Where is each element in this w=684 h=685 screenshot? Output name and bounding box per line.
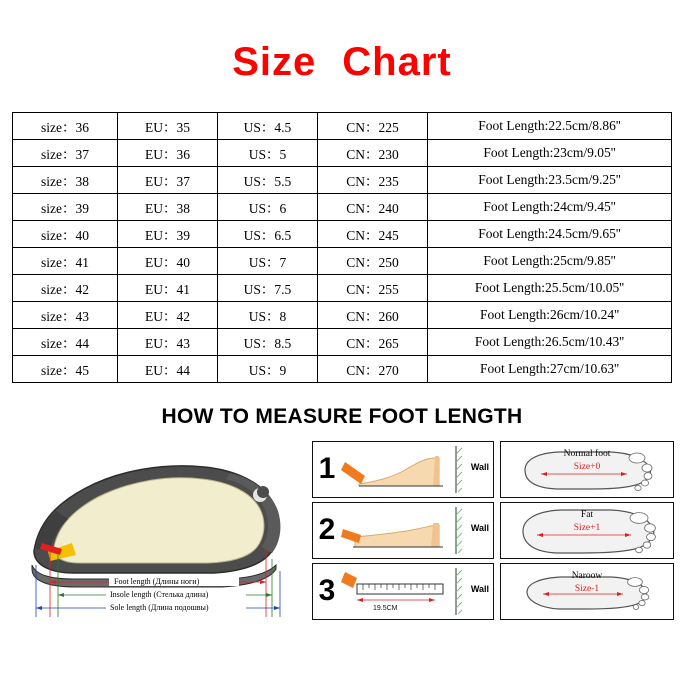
- wall-hatch-icon-1: [455, 446, 463, 493]
- step-3: [312, 563, 494, 620]
- step-1: [312, 441, 494, 498]
- wall-hatch-icon-2: [455, 507, 463, 554]
- cell-us: US：6.5: [218, 221, 318, 248]
- step-1-wall-label: Wall: [470, 462, 489, 472]
- cell-foot-length: Foot Length:25.5cm/10.05'': [428, 275, 672, 302]
- cell-cn: CN：240: [318, 194, 428, 221]
- shoe-diagram: [14, 439, 306, 621]
- toe-5-normal: [635, 485, 641, 490]
- ruler-icon: [357, 584, 443, 594]
- step-2-wall-label: Wall: [470, 523, 489, 533]
- cell-foot-length: Foot Length:25cm/9.85'': [428, 248, 672, 275]
- cell-foot-length: Foot Length:22.5cm/8.86'': [428, 113, 672, 140]
- foot-type-fat-name: Fat: [580, 510, 594, 520]
- cell-us: US：7.5: [218, 275, 318, 302]
- cell-size: size：40: [13, 221, 118, 248]
- arrow-head-insole-right: [266, 593, 272, 597]
- toe-3-fat: [647, 533, 656, 540]
- cell-foot-length: Foot Length:24cm/9.45'': [428, 194, 672, 221]
- foot-shape-1: [359, 458, 439, 486]
- cell-eu: EU：40: [118, 248, 218, 275]
- cell-us: US：5.5: [218, 167, 318, 194]
- cell-cn: CN：235: [318, 167, 428, 194]
- arrow-head-3-right: [429, 598, 435, 602]
- step-2-illustration: [339, 505, 457, 556]
- howto-panels: [0, 439, 684, 624]
- arrow-head-insole-left: [58, 593, 64, 597]
- foot-type-normal-size: Size+0: [573, 462, 601, 472]
- cell-eu: EU：42: [118, 302, 218, 329]
- wall-hatch-icon-3: [455, 568, 463, 615]
- cell-size: size：38: [13, 167, 118, 194]
- toe-5-narrow: [633, 605, 639, 610]
- size-table-wrapper: [12, 112, 672, 383]
- cell-eu: EU：36: [118, 140, 218, 167]
- cell-cn: CN：230: [318, 140, 428, 167]
- table-row: [13, 275, 672, 302]
- cell-cn: CN：260: [318, 302, 428, 329]
- arrow-head-foot-right: [260, 580, 266, 584]
- foot-shape-2: [355, 525, 439, 547]
- table-row: [13, 302, 672, 329]
- cell-foot-length: Foot Length:23.5cm/9.25'': [428, 167, 672, 194]
- foot-type-fat-size: Size+1: [573, 523, 601, 533]
- cell-cn: CN：265: [318, 329, 428, 356]
- step-3-illustration: [339, 566, 457, 617]
- measure-steps: [312, 441, 492, 617]
- cell-us: US：8: [218, 302, 318, 329]
- cell-us: US：6: [218, 194, 318, 221]
- foot-type-normal: [500, 441, 674, 498]
- cell-size: size：43: [13, 302, 118, 329]
- cell-eu: EU：44: [118, 356, 218, 383]
- cell-cn: CN：255: [318, 275, 428, 302]
- cell-eu: EU：43: [118, 329, 218, 356]
- cell-us: US：5: [218, 140, 318, 167]
- table-row: [13, 329, 672, 356]
- cell-cn: CN：270: [318, 356, 428, 383]
- cell-eu: EU：37: [118, 167, 218, 194]
- orange-marker-3: [341, 572, 357, 588]
- cell-eu: EU：39: [118, 221, 218, 248]
- arrow-head-sole-left: [36, 606, 42, 610]
- cell-foot-length: Foot Length:23cm/9.05'': [428, 140, 672, 167]
- foot-types: [500, 441, 672, 617]
- cell-size: size：45: [13, 356, 118, 383]
- cell-us: US：7: [218, 248, 318, 275]
- step-3-wall-label: Wall: [470, 584, 489, 594]
- toe-3-normal: [644, 473, 652, 480]
- cell-cn: CN：245: [318, 221, 428, 248]
- cell-eu: EU：35: [118, 113, 218, 140]
- cell-cn: CN：225: [318, 113, 428, 140]
- foot-type-narrow: [500, 563, 674, 620]
- ruler-measure-label: 19.5CM: [373, 605, 398, 612]
- cell-size: size：36: [13, 113, 118, 140]
- table-row: [13, 113, 672, 140]
- cell-eu: EU：41: [118, 275, 218, 302]
- cell-cn: CN：250: [318, 248, 428, 275]
- step-1-illustration: [339, 444, 457, 495]
- toe-3-narrow: [641, 594, 649, 600]
- title-word-size: Size: [232, 40, 317, 84]
- table-row: [13, 248, 672, 275]
- step-2-number: 2: [318, 513, 336, 546]
- arrow-head-3-left: [357, 598, 363, 602]
- label-foot-length: Foot length (Длины ноги): [114, 577, 200, 586]
- step-1-number: 1: [318, 452, 336, 485]
- step-2: [312, 502, 494, 559]
- label-insole-length: Insole length (Стелька длина): [110, 590, 209, 599]
- cell-size: size：42: [13, 275, 118, 302]
- foot-type-narrow-size: Size-1: [574, 584, 600, 594]
- size-table: [12, 112, 672, 383]
- table-row: [13, 167, 672, 194]
- cell-foot-length: Foot Length:26.5cm/10.43'': [428, 329, 672, 356]
- shoe-diagram-svg: [14, 439, 306, 621]
- foot-type-fat: [500, 502, 674, 559]
- cell-foot-length: Foot Length:27cm/10.63'': [428, 356, 672, 383]
- arrow-head-sole-right: [274, 606, 280, 610]
- cell-foot-length: Foot Length:24.5cm/9.65'': [428, 221, 672, 248]
- toe-4-narrow: [639, 600, 645, 605]
- foot-type-normal-name: Normal foot: [563, 449, 611, 459]
- cell-size: size：41: [13, 248, 118, 275]
- toe-4-normal: [641, 480, 648, 486]
- table-row: [13, 221, 672, 248]
- orange-marker-2: [341, 529, 361, 543]
- size-table-body: [13, 113, 672, 383]
- label-sole-length: Sole length (Длина подошвы): [110, 603, 209, 612]
- toe-4-fat: [643, 542, 651, 548]
- table-row: [13, 356, 672, 383]
- page-title: [0, 0, 684, 82]
- cell-eu: EU：38: [118, 194, 218, 221]
- orange-marker-1: [341, 462, 365, 484]
- foot-type-narrow-name: Naroow: [571, 571, 603, 581]
- cell-size: size：44: [13, 329, 118, 356]
- cell-us: US：4.5: [218, 113, 318, 140]
- toe-5-fat: [636, 547, 643, 553]
- cell-size: size：39: [13, 194, 118, 221]
- title-word-chart: Chart: [342, 40, 452, 84]
- table-row: [13, 194, 672, 221]
- table-row: [13, 140, 672, 167]
- step-3-number: 3: [318, 574, 336, 607]
- cell-us: US：8.5: [218, 329, 318, 356]
- howto-heading: HOW TO MEASURE FOOT LENGTH: [161, 405, 523, 428]
- cell-size: size：37: [13, 140, 118, 167]
- cell-us: US：9: [218, 356, 318, 383]
- shoe-detail-dot-cut: [257, 486, 269, 498]
- cell-foot-length: Foot Length:26cm/10.24'': [428, 302, 672, 329]
